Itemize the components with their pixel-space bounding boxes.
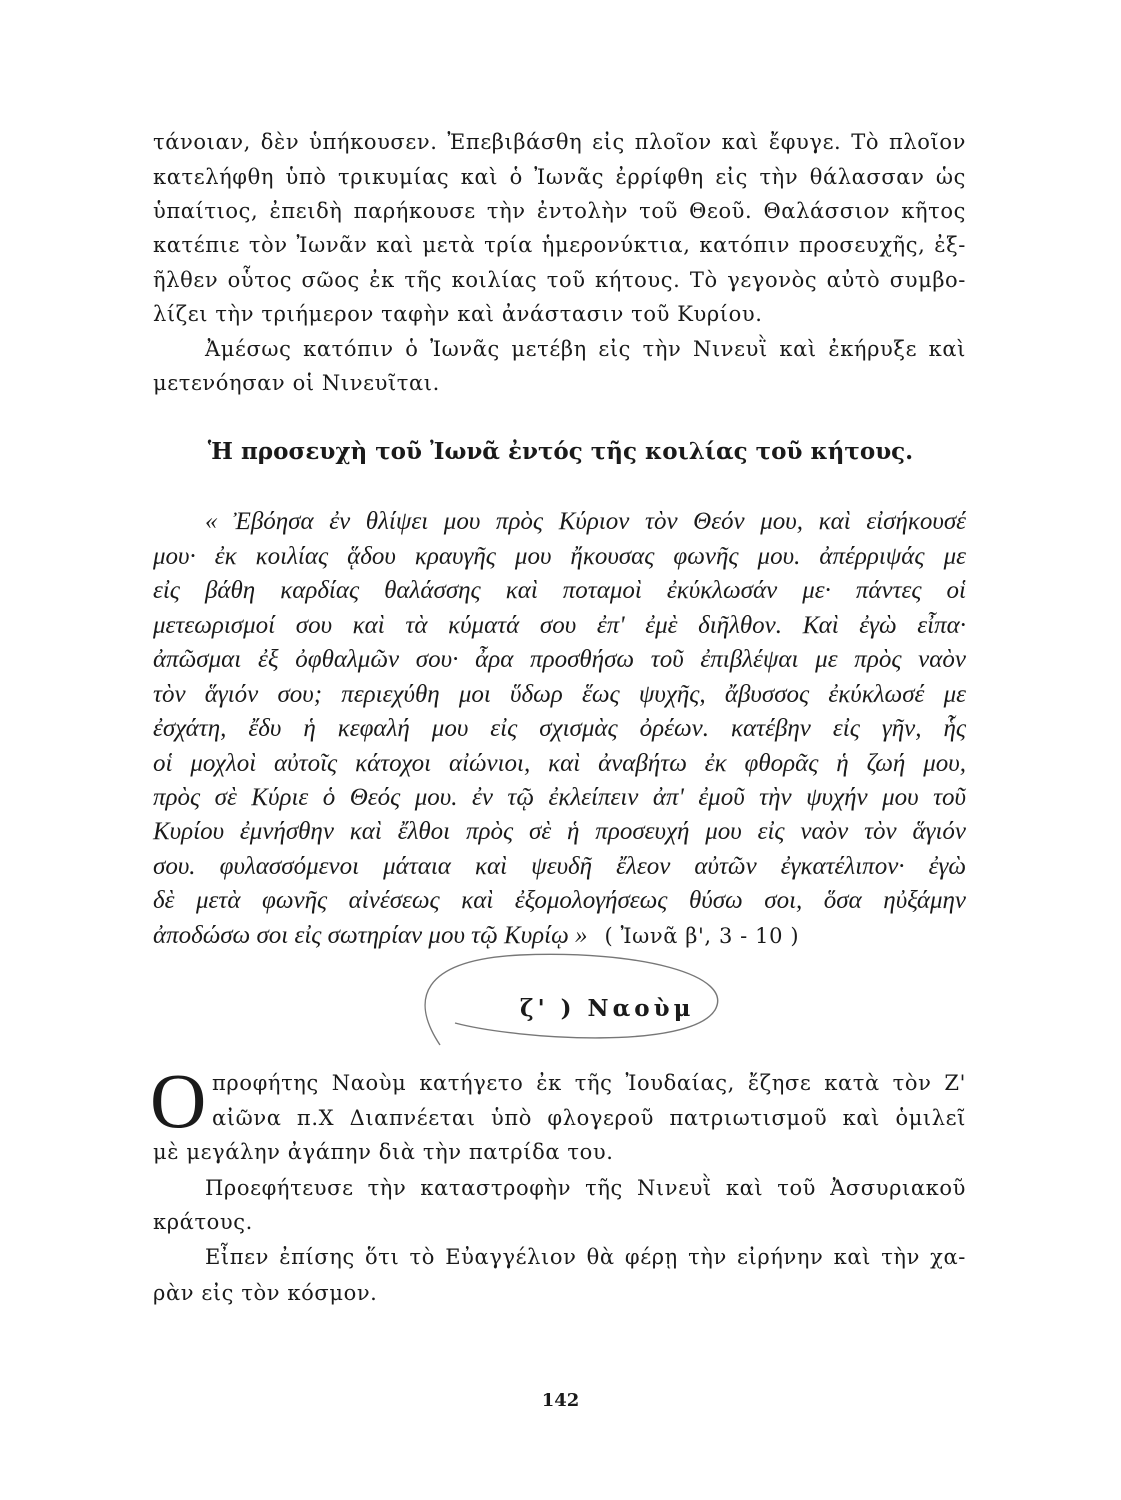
text-line: Προεφήτευσε τὴν καταστροφὴν τῆς Νινευῒ καὶ τοῦ Ἀσσυριακοῦ: [205, 1176, 966, 1200]
text-line: κατέπιε τὸν Ἰωνᾶν καὶ μετὰ τρία ἡμερονύκτια, κατόπιν προσευχῆς, ἐξ-: [153, 233, 966, 257]
text-line: μετενόησαν οἱ Νινευῖται.: [153, 371, 440, 395]
text-line: ἀπῶσμαι ἐξ ὀφθαλμῶν σου· ἆρα προσθήσω τοῦ ἐπιβλέψαι με πρὸς ναὸν: [153, 646, 966, 673]
text-line: Εἶπεν ἐπίσης ὅτι τὸ Εὐαγγέλιον θὰ φέρῃ τὴν εἰρήνην καὶ τὴν χα-: [205, 1245, 966, 1269]
text-line: αἰῶνα π.Χ Διαπνέεται ὑπὸ φλογεροῦ πατριωτισμοῦ καὶ ὁμιλεῖ: [212, 1106, 966, 1130]
citation: ( Ἰωνᾶ β', 3 - 10 ): [604, 924, 800, 948]
text-line: κατελήφθη ὑπὸ τρικυμίας καὶ ὁ Ἰωνᾶς ἐρρίφθη εἰς τὴν θάλασσαν ὡς: [153, 165, 966, 189]
text-line: εἰς βάθη καρδίας θαλάσσης καὶ ποταμοὶ ἐκύκλωσάν με· πάντες οἱ: [153, 577, 966, 604]
text-line: ὑπαίτιος, ἐπειδὴ παρήκουσε τὴν ἐντολὴν τοῦ Θεοῦ. Θαλάσσιον κῆτος: [153, 199, 966, 223]
subsection-heading: ζ' ) Ναοὺμ: [520, 995, 695, 1022]
text-line: μετεωρισμοί σου καὶ τὰ κύματά σου ἐπ' ἐμὲ διῆλθον. Καὶ ἐγὼ εἶπα·: [153, 612, 966, 639]
text-line: πρὸς σὲ Κύριε ὁ Θεός μου. ἐν τῷ ἐκλείπειν ἀπ' ἐμοῦ τὴν ψυχήν μου τοῦ: [153, 784, 966, 811]
text-line: λίζει τὴν τριήμερον ταφὴν καὶ ἀνάστασιν τοῦ Κυρίου.: [153, 302, 763, 326]
text-line: σου. φυλασσόμενοι μάταια καὶ ψευδῆ ἔλεον αὐτῶν ἐγκατέλιπον· ἐγὼ: [153, 853, 966, 880]
text-line: ἐσχάτη, ἔδυ ἡ κεφαλή μου εἰς σχισμὰς ὀρέων. κατέβην εἰς γῆν, ἧς: [153, 715, 966, 742]
text-line: μὲ μεγάλην ἀγάπην διὰ τὴν πατρίδα του.: [153, 1140, 614, 1164]
text-line: δὲ μετὰ φωνῆς αἰνέσεως καὶ ἐξομολογήσεως θύσω σοι, ὅσα ηὐξάμην: [153, 887, 966, 914]
text-line: Κυρίου ἐμνήσθην καὶ ἔλθοι πρὸς σὲ ἡ προσευχή μου εἰς ναὸν τὸν ἅγιόν: [153, 818, 966, 845]
text-line: κράτους.: [153, 1210, 253, 1234]
text-line: ῆλθεν οὗτος σῶος ἐκ τῆς κοιλίας τοῦ κήτους. Τὸ γεγονὸς αὐτὸ συμβο-: [153, 268, 966, 292]
text-line: τάνοιαν, δὲν ὑπήκουσεν. Ἐπεβιβάσθη εἰς πλοῖον καὶ ἔφυγε. Τὸ πλοῖον: [153, 130, 966, 154]
text-line: ἀποδώσω σοι εἰς σωτηρίαν μου τῷ Κυρίῳ »: [153, 922, 588, 949]
text-line: τὸν ἅγιόν σου; περιεχύθη μοι ὕδωρ ἕως ψυχῆς, ἄβυσσος ἐκύκλωσέ με: [153, 681, 966, 708]
text-line: ρὰν εἰς τὸν κόσμον.: [153, 1281, 378, 1305]
text-line: Ἀμέσως κατόπιν ὁ Ἰωνᾶς μετέβη εἰς τὴν Νινευῒ καὶ ἐκήρυξε καὶ: [205, 337, 966, 361]
text-line: προφήτης Ναοὺμ κατήγετο ἐκ τῆς Ἰουδαίας, ἔζησε κατὰ τὸν Ζ': [212, 1071, 966, 1095]
drop-cap: Ο: [150, 1057, 207, 1144]
section-heading: Ἡ προσευχὴ τοῦ Ἰωνᾶ ἐντός τῆς κοιλίας τοῦ κήτους.: [207, 438, 914, 465]
text-line: μου· ἐκ κοιλίας ᾅδου κραυγῆς μου ἤκουσας φωνῆς μου. ἀπέρριψάς με: [153, 543, 966, 570]
text-line: « Ἐβόησα ἐν θλίψει μου πρὸς Κύριον τὸν Θεόν μου, καὶ εἰσήκουσέ: [205, 508, 966, 535]
page-number: 142: [541, 1390, 580, 1411]
text-line: οἱ μοχλοὶ αὐτοῖς κάτοχοι αἰώνιοι, καὶ ἀναβήτω ἐκ φθορᾶς ἡ ζωή μου,: [153, 750, 966, 777]
